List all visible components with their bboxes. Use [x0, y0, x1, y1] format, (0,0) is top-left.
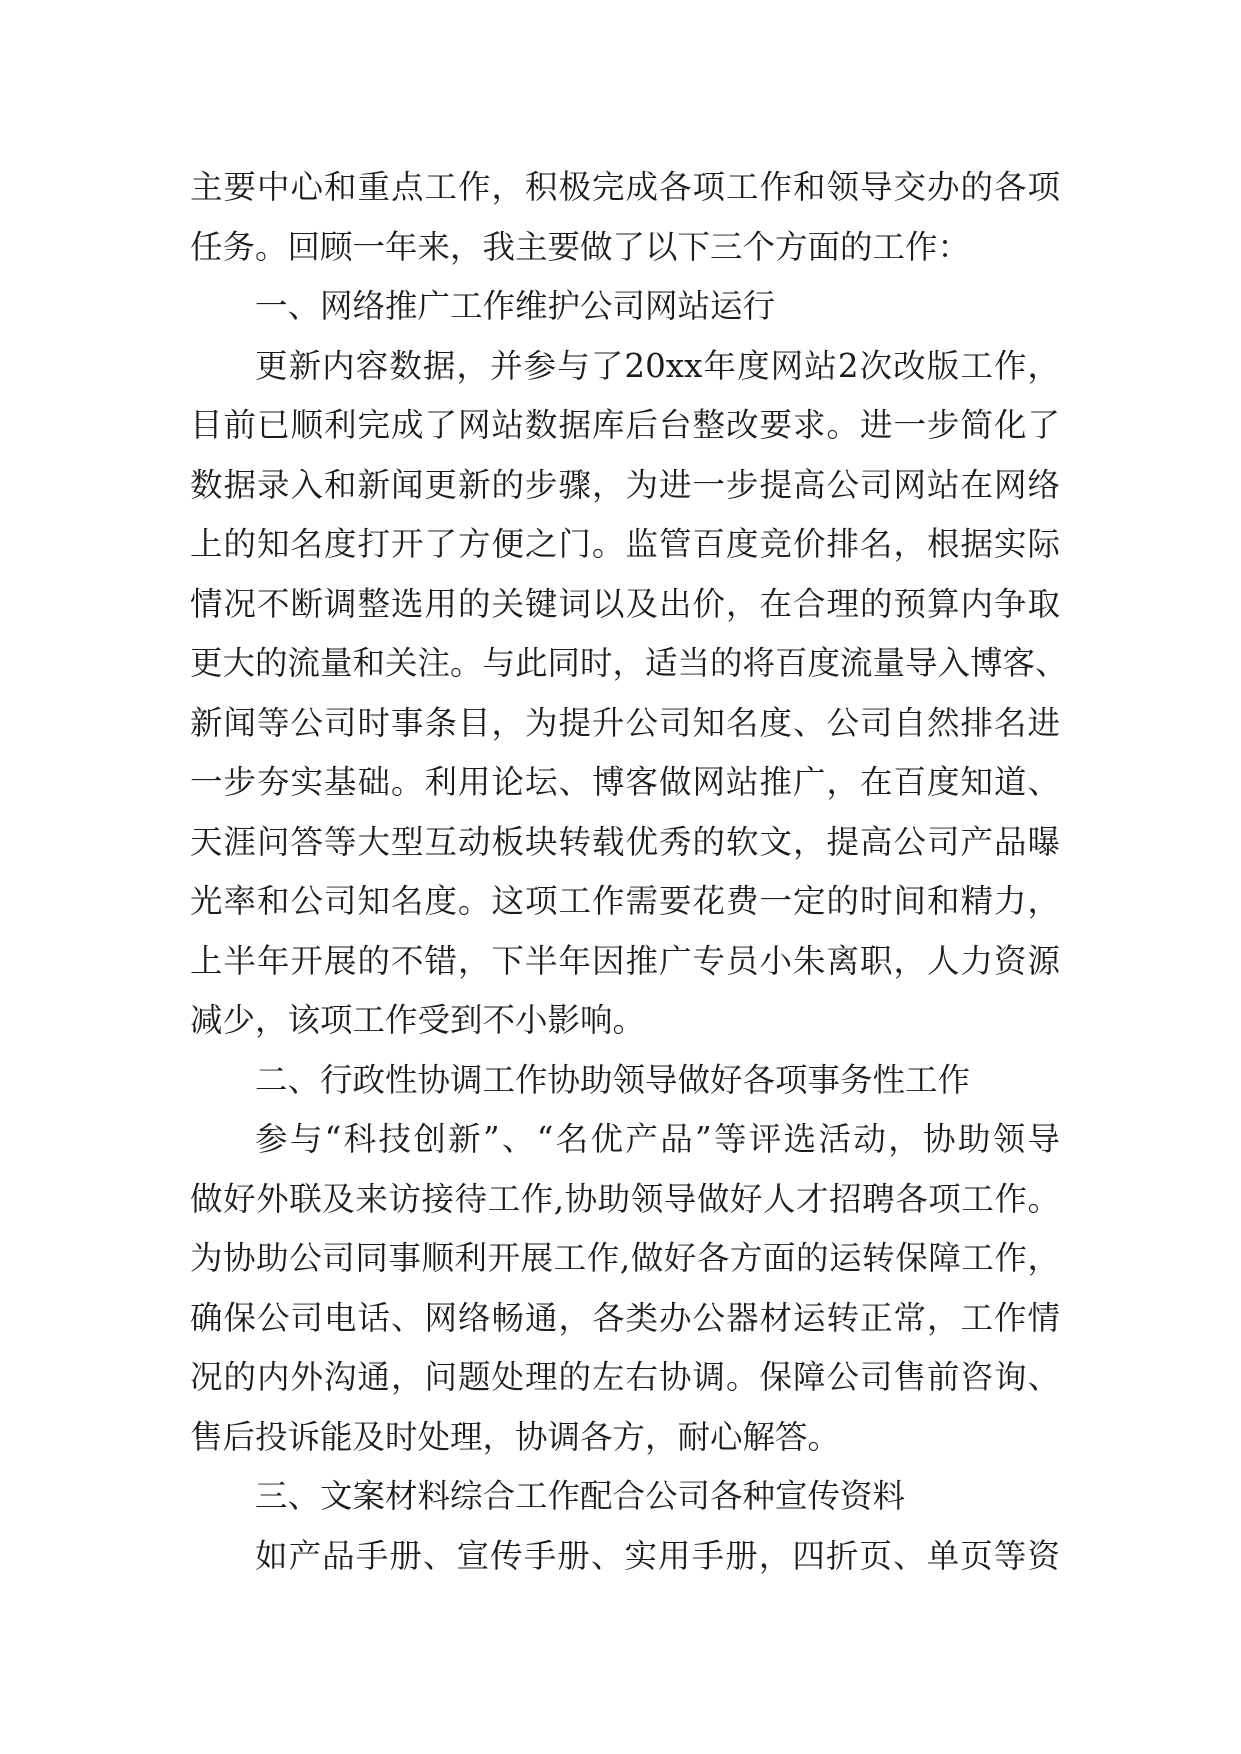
text-line: 为协助公司同事顺利开展工作,做好各方面的运转保障工作， [190, 1239, 1060, 1277]
text-line: 上的知名度打开了方便之门。监管百度竞价排名，根据实际 [190, 525, 1060, 563]
text-line: 数据录入和新闻更新的步骤，为进一步提高公司网站在网络 [190, 465, 1060, 504]
text-line: 任务。回顾一年来，我主要做了以下三个方面的工作： [190, 227, 971, 266]
section-heading-2: 二、行政性协调工作协助领导做好各项事务性工作 [255, 1060, 971, 1099]
body-text [190, 158, 1068, 1586]
text-line: 售后投诉能及时处理，协调各方，耐心解答。 [190, 1417, 841, 1456]
text-line: 天涯问答等大型互动板块转载优秀的软文，提高公司产品曝 [190, 822, 1060, 861]
text-line: 新闻等公司时事条目，为提升公司知名度、公司自然排名进 [190, 703, 1060, 742]
text-line: 做好外联及来访接待工作,协助领导做好人才招聘各项工作。 [190, 1179, 1060, 1218]
text-line: 参与“科技创新”、“名优产品”等评选活动，协助领导 [255, 1120, 1060, 1158]
text-line: 主要中心和重点工作，积极完成各项工作和领导交办的各项 [190, 168, 1060, 206]
text-line: 光率和公司知名度。这项工作需要花费一定的时间和精力， [190, 882, 1060, 920]
text-line: 更大的流量和关注。与此同时，适当的将百度流量导入博客、 [190, 644, 1068, 682]
text-line: 上半年开展的不错，下半年因推广专员小朱离职，人力资源 [190, 941, 1060, 980]
text-line: 况的内外沟通，问题处理的左右协调。保障公司售前咨询、 [190, 1358, 1060, 1396]
section-heading-3: 三、文案材料综合工作配合公司各种宣传资料 [255, 1477, 906, 1515]
text-line: 如产品手册、宣传手册、实用手册，四折页、单页等资 [255, 1536, 1060, 1575]
text-line: 减少，该项工作受到不小影响。 [190, 1001, 646, 1039]
text-line: 目前已顺利完成了网站数据库后台整改要求。进一步简化了 [190, 406, 1060, 444]
text-line: 情况不断调整选用的关键词以及出价，在合理的预算内争取 [190, 584, 1060, 623]
section-heading-1: 一、网络推广工作维护公司网站运行 [255, 287, 776, 325]
text-line: 一步夯实基础。利用论坛、博客做网站推广，在百度知道、 [190, 763, 1060, 801]
text-line: 更新内容数据，并参与了20xx年度网站2次改版工作， [255, 346, 1060, 385]
text-line: 确保公司电话、网络畅通，各类办公器材运转正常，工作情 [190, 1298, 1060, 1337]
